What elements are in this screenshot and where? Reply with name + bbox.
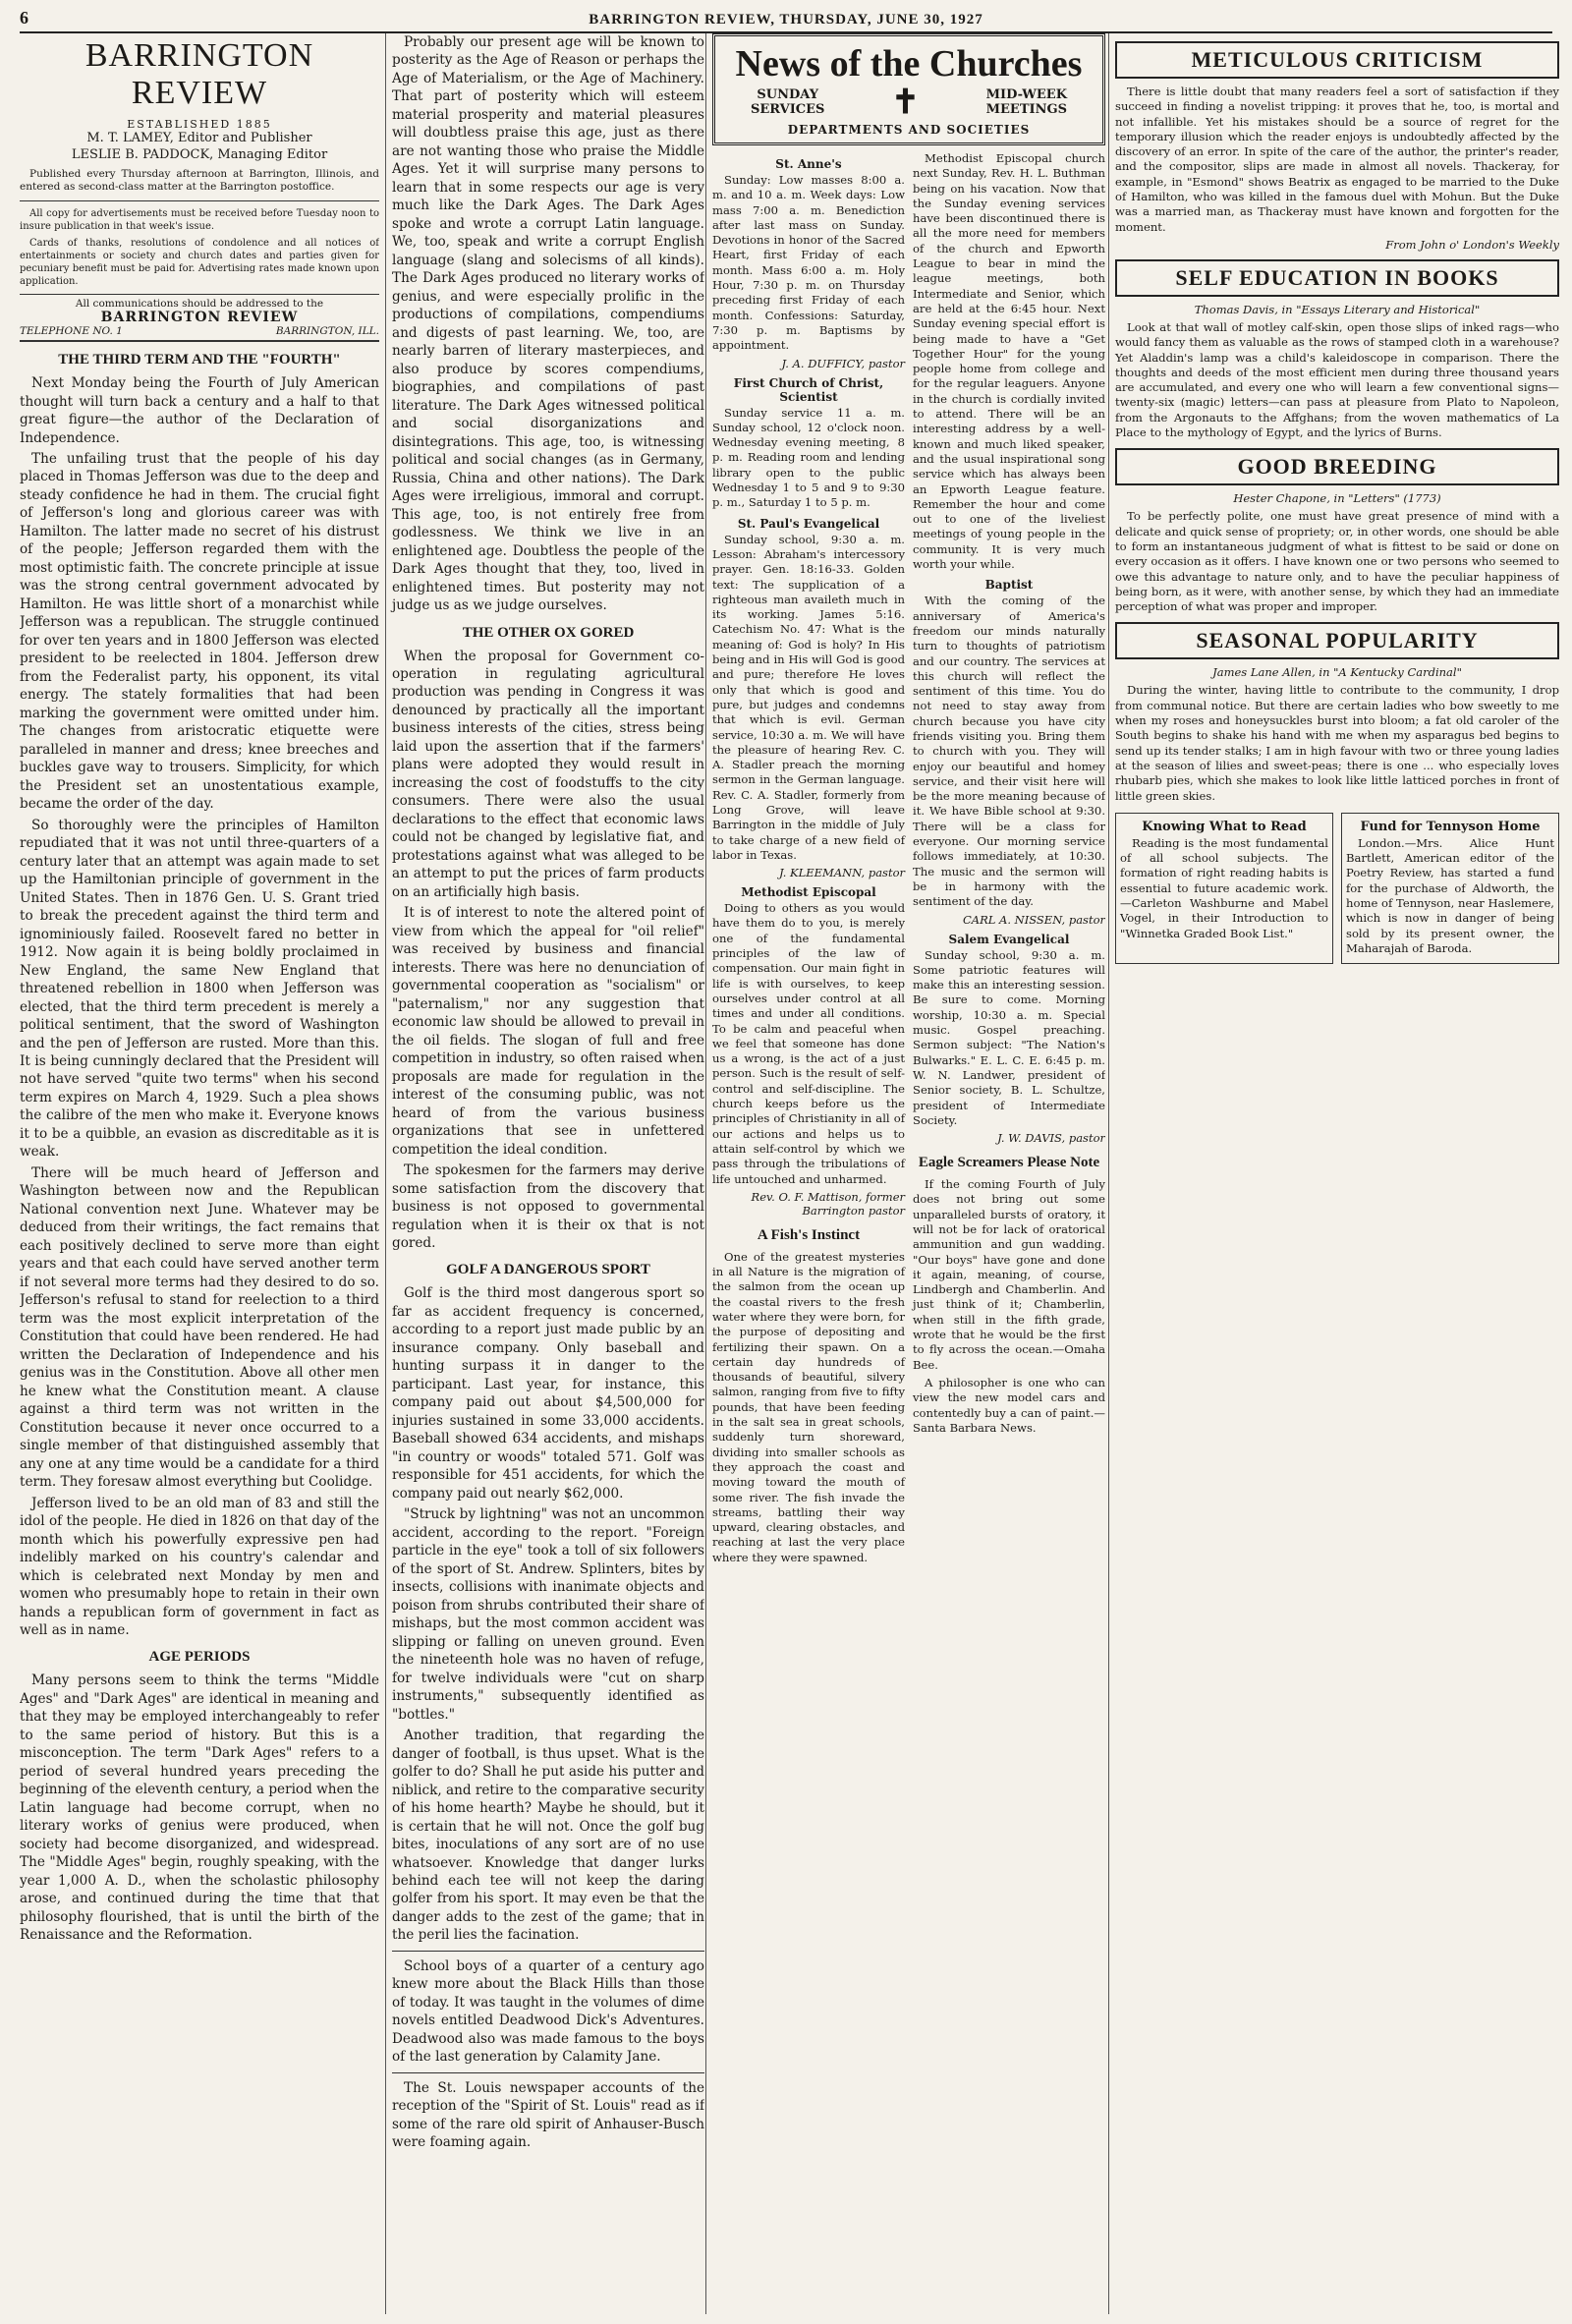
divider	[392, 2072, 704, 2073]
church-signature: J. W. DAVIS, pastor	[997, 1131, 1105, 1146]
paragraph: Next Monday being the Fourth of July American thought will turn back a century and a half to that great figure—the author of the Declaration of Independence.	[20, 375, 379, 446]
heading-criticism: METICULOUS CRITICISM	[1115, 41, 1559, 79]
church-signature: CARL A. NISSEN, pastor	[962, 912, 1105, 927]
paragraph: Look at that wall of motley calf-skin, open those slips of inked rags—who would fancy them as valuable as the rows of stamped cloth in a warehouse? Yet Aladdin's lamp was a child's kaleidoscope in comparison. There the thoughts and deeds of the most efficient men during three thousand years are accumulated, and every one who will learn a few conventional signs—twenty-six (magic) letters—can pass at pleasure from Plato to Napoleon, from the Argonauts to the Affghans; from the woven mathematics of La Place to the mythology of Egypt, and the lyrics of Burns.	[1115, 319, 1559, 440]
sunday-label: SUNDAY	[757, 87, 819, 102]
reading-box	[1115, 813, 1333, 964]
services-label: SERVICES	[751, 102, 825, 117]
church-signature: Rev. O. F. Mattison, former Barrington pastor	[751, 1189, 905, 1218]
byline: James Lane Allen, in "A Kentucky Cardinal"	[1212, 665, 1462, 680]
copy-notice: All copy for advertisements must be received before Tuesday noon to insure publication in that week's issue.	[20, 208, 379, 233]
church-notice: Methodist Episcopal church next Sunday, Rev. H. L. Buthman being on his vacation. Now that the Sunday evening services have been discontinued there is all the more need for members of the church and Epworth League to bear in mind the league meetings, both Intermediate and Senior, which are held at the 6:45 hour. Next Sunday evening special effort is being made to have a "Get Together Hour" for the young people home from college and for the regular leaguers. Anyone in the church is cordially invited to attend. There will be an interesting address by a well-known and much liked speaker, and the usual inspirational song service which has always been an Epworth League feature. Remember the hour and come out to one of the liveliest meetings of young people in the community. It is very much worth your while.	[913, 151, 1105, 572]
heading-self-education: SELF EDUCATION IN BOOKS	[1115, 259, 1559, 297]
masthead-publication-info: Published every Thursday afternoon at Barrington, Illinois, and entered as second-class matter at the Barrington postoffice.	[20, 167, 379, 194]
heading-seasonal-popularity: SEASONAL POPULARITY	[1115, 622, 1559, 659]
churches-banner	[712, 33, 1105, 145]
masthead-title: BARRINGTON REVIEW	[84, 37, 314, 111]
byline: Hester Chapone, in "Letters" (1773)	[1233, 491, 1441, 506]
paragraph: School boys of a quarter of a century ago knew more about the Black Hills than those of today. It was taught in the volumes of dime novels entitled Deadwood Dick's Adventures. Deadwood also was made famous to the boys of the last generation by Calamity Jane.	[392, 1957, 704, 2066]
masthead-managing-editor: LESLIE B. PADDOCK, Managing Editor	[71, 146, 328, 162]
article-title-eagle: Eagle Screamers Please Note	[918, 1155, 1100, 1171]
paragraph: It is of interest to note the altered point of view from which the appeal for "oil relief" was received by business and financial interests. There was here no denunciation of governmental cooperation as "socialism" or "paternalism," nor any suggestion that economic law should be allowed to prevail in the oil fields. The slogan of full and free competition in industry, so often raised when proposals are made for regulation in the interest of the consuming public, was not heard of from the various business organizations that see in unfettered competition the ideal condition.	[392, 905, 704, 1158]
church-notice: With the coming of the anniversary of America's freedom our minds naturally turn to thoughts of patriotism and our country. The services at this church will reflect the sentiment of this time. You do not need to stay away from church because you have city friends visiting you. Bring them to church with you. They will enjoy our beautiful and homey service, and their visit here will be the more meaning because of it. We have Bible school at 9:30. There will be a class for everyone. Our morning service follows immediately, at 10:30. The music and the sermon will be in harmony with the sentiment of the day.	[913, 594, 1105, 909]
paragraph: Golf is the third most dangerous sport so far as accident frequency is concerned, according to a report just made public by an insurance company. Only baseball and hunting surpass it in danger to the participant. Last year, for instance, this company paid out about $4,500,000 for injuries sustained in some 33,000 accidents. Baseball showed 634 accidents, and mishaps "in country or woods" totaled 571. Golf was responsible for 451 accidents, for which the company paid out nearly $62,000.	[392, 1285, 704, 1502]
masthead-established: ESTABLISHED 1885	[127, 118, 272, 131]
meetings-label: MEETINGS	[985, 102, 1067, 117]
paragraph: To be perfectly polite, one must have great presence of mind with a delicate and quick sense of propriety; or, in other words, one should be able to form an instantaneous judgment of what is fittest to be said or done on every occasion as it offers. I have known one or two persons who seemed to owe this advantage to nature only, and to have the peculiar happiness of being born, as it were, with another sense, by which they had an immediate perception of what was proper and improper.	[1115, 509, 1559, 614]
paragraph: If the coming Fourth of July does not bring out some unparalleled bursts of oratory, it will not be for lack of oratorical ammunition and gun wadding. "Our boys" have gone and done it again, meaning, of course, Lindbergh and Chamberlin. And just think of it; Chamberlin, when still in the fifth grade, wrote that he would be the first to fly across the ocean.—Omaha Bee.	[913, 1177, 1105, 1372]
telephone: TELEPHONE NO. 1	[20, 325, 123, 338]
cross-icon: ✝	[891, 83, 920, 122]
church-notice: Sunday: Low masses 8:00 a. m. and 10 a. m. Week days: Low mass 7:00 a. m. Benediction after last mass on Sunday. Devotions in honor of the Sacred Heart, first Friday of each month. Mass 6:00 a. m. Holy Hour, 7:30 p. m. on Thursday preceding first Friday of each month. Confessions: Saturday, 7:30 p. m. Baptisms by appointment.	[712, 173, 905, 353]
address-name: BARRINGTON REVIEW	[100, 310, 299, 326]
credit: From John o' London's Weekly	[1385, 237, 1559, 252]
divider	[392, 1951, 704, 1952]
paragraph: The unfailing trust that the people of his day placed in Thomas Jefferson was due to the deep and steady confidence he had in them. The crucial fight of Jefferson's long and glorious career was with Hamilton. The latter made no secret of his distrust of the people; Jefferson regarded them with the most optimistic faith. The concrete principle at issue was the strong central government advocated by Hamilton. He was little short of a monarchist while Jefferson was a republican. The struggle continued for over ten years and in 1800 Jefferson was elected president to be reelected in 1804. Jefferson drew from the Federalist party, his opponent, its vital energy. The stately formalities that had been marking the government were omitted under him. The changes from aristocratic etiquette were paralleled in manner and dress; knee breeches and buckles gave way to trousers. Simplicity, for which the President set an unostentatious example, became the order of the day.	[20, 451, 379, 813]
paragraph: Many persons seem to think the terms "Middle Ages" and "Dark Ages" are identical in meaning and that they may be employed interchangeably to refer to the same period of history. But this is a misconception. The term "Dark Ages" refers to a period of several hundred years preceding the beginning of the eleventh century, a period when the Latin language had become corrupt, when no literary works of genius were produced, when society had become disorganized, and widespread. The "Middle Ages" begin, roughly speaking, with the year 1,000 A. D., when the scholastic philosophy arose, and continued during the time that that philosophy flourished, that is until the birth of the Renaissance and the Reformation.	[20, 1672, 379, 1944]
church-title: St. Anne's	[775, 157, 842, 171]
article-title-third-term: THE THIRD TERM AND THE "FOURTH"	[58, 352, 341, 368]
paragraph: The spokesmen for the farmers may derive some satisfaction from the discovery that business is not opposed to governmental regulation when it is their ox that is not gored.	[392, 1162, 704, 1251]
church-title: Salem Evangelical	[948, 932, 1070, 946]
byline: Thomas Davis, in "Essays Literary and Historical"	[1194, 302, 1481, 316]
paragraph: There is little doubt that many readers feel a sort of satisfaction if they succeed in finding a novelist tripping: it proves that he, too, is mortal and not infallible. Yet his mistakes should be a source of regret for the temporary illusion which the reader enjoys is undoubtedly affected by the discovery of an error. In spite of the care of the author, the printer's reader, and the compositor, slips are made in almost all novels. Thackeray, for example, in "Esmond" shows Beatrix as engaged to be married to the Duke of Hamilton, who was killed in the famous duel with Mohun. But the Duke was a married man, as Thackeray must have known and forgotten for the moment.	[1115, 85, 1559, 234]
midweek-label: MID-WEEK	[985, 87, 1067, 102]
paragraph: Jefferson lived to be an old man of 83 and still the idol of the people. He died in 1826 on that day of the month which his powerfully expressive pen had indelibly marked on his country's calendar and which is celebrated next Monday by men and women who presumably hope to retain in their own hands a republican form of government in fact as well as in name.	[20, 1495, 379, 1638]
running-head	[20, 6, 1552, 33]
church-notice: Sunday service 11 a. m. Sunday school, 12 o'clock noon. Wednesday evening meeting, 8 p. m. Reading room and lending library open to the public Wednesday 1 to 5 and 9 to 9:30 p. m., Saturday 1 to 5 p. m.	[712, 405, 905, 510]
church-signature: J. KLEEMANN, pastor	[779, 866, 905, 880]
address-line: All communications should be addressed to the	[75, 298, 324, 311]
paragraph: Probably our present age will be known to posterity as the Age of Reason or perhaps the Age of Materialism, or the Age of Machinery. That part of posterity which will esteem material prosperity and material pleasures will doubtless praise this age, just as there are not wanting those who praise the Middle Ages. Yet it will surprise many persons to learn that in some respects our age is very much like the Dark Ages. The Dark Ages spoke and wrote a corrupt Latin language. We, too, speak and write a corrupt English language (slang and solecisms of all kinds). The Dark Ages produced no literary works of genius, and were especially prolific in the productions of compilations, compendiums and digests of past learning. We, too, are nearly barren of literary masterpieces, and also produce by scores compendiums, biographies, and compilations of past literature. The Dark Ages witnessed political and social disorganizations and disintegrations. This age, too, is witnessing political and social changes (as in Germany, Russia, China and other nations). The Dark Ages were irreligious, immoral and corrupt. This age, too, is not entirely free from godlessness. We think we live in an enlightened age. Doubtless the people of the Dark Ages thought that they, too, lived in enlightened times. But posterity may not judge us as we judge ourselves.	[392, 34, 704, 614]
running-title: BARRINGTON REVIEW, THURSDAY, JUNE 30, 1927	[589, 12, 983, 28]
column-1	[20, 33, 379, 2314]
churches-section	[705, 33, 1105, 2314]
church-column-left	[712, 151, 905, 1568]
tennyson-title: Fund for Tennyson Home	[1360, 819, 1541, 834]
cards-notice: Cards of thanks, resolutions of condolence and all notices of entertainments or society and church dates and parties given for pecuniary benefit must be paid for. Advertising rates made known upon application.	[20, 238, 379, 288]
paragraph: A philosopher is one who can view the new model cars and contentedly buy a can of paint.—Santa Barbara News.	[913, 1375, 1105, 1435]
church-column-right	[913, 151, 1105, 1568]
church-title: First Church of Christ, Scientist	[733, 375, 884, 404]
church-title: Baptist	[984, 578, 1034, 593]
churches-subtitle: DEPARTMENTS AND SOCIETIES	[787, 123, 1031, 137]
church-notice: Doing to others as you would have them do to you, is merely one of the fundamental principles of the law of compensation. Our main fight in life is with ourselves, to keep ourselves under control at all times and under all conditions. To be calm and peaceful when we feel that someone has done us a wrong, is the act of a just person. Such is the result of self-control and self-discipline. The church keeps before us the principles of Christianity in all of our actions and helps us to attain self-control by which we pass through the tribulations of life untouched and unharmed.	[712, 901, 905, 1186]
church-notice: Sunday school, 9:30 a. m. Some patriotic features will make this an interesting session. Be sure to come. Morning worship, 10:30 a. m. Special music. Gospel preaching. Sermon subject: "The Nation's Bulwarks." E. L. C. E. 6:45 p. m. W. N. Landwer, president of Senior society, B. L. Schultze, president of Intermediate Society.	[913, 947, 1105, 1127]
paragraph: During the winter, having little to contribute to the community, I drop from communal notice. But there are certain ladies who bow sweetly to me when my roses and honeysuckles burst into bloom; a fat old caroler of the South begins to shake his hand with me when my asparagus bed begins to send up its tender stalks; I am in high favour with two or three young ladies at the season of lilies and sweet-peas; there is one ... who especially loves rhubarb pies, which she makes to look like little latticed porches in front of little green skies.	[1115, 683, 1559, 803]
paragraph: London.—Mrs. Alice Hunt Bartlett, American editor of the Poetry Review, has started a fund for the purchase of Aldworth, the home of Tennyson, near Haslemere, which is now in danger of being sold by its present owner, the Maharajah of Baroda.	[1346, 835, 1554, 955]
church-title: Methodist Episcopal	[741, 885, 876, 900]
paragraph: The St. Louis newspaper accounts of the reception of the "Spirit of St. Louis" read as if some of the rare old spirit of Anhauser-Busch were foaming again.	[392, 2079, 704, 2151]
paragraph: So thoroughly were the principles of Hamilton repudiated that it was not until three-quarters of a century later that an attempt was again made to set up the Hamiltonian principle of government in the United States. Then in 1876 Gen. U. S. Grant tried to break the precedent against the third term and ignominiously failed. Roosevelt fared no better in 1912. Now again it is being boldly proclaimed in New England, the same New England that threatened rebellion in 1800 when Jefferson was elected, that the third term precedent is merely a political sentiment, that the sword of Washington and the pen of Jefferson are rusted. More than this. It is being cunningly declared that the President will not have served "quite two terms" when his second term expires on March 4, 1929. Such a plea shows the calibre of the men who make it. Everyone knows it to be a quibble, an evasion as discreditable as it is weak.	[20, 817, 379, 1161]
article-title-age-periods: AGE PERIODS	[148, 1649, 251, 1666]
tennyson-box	[1341, 813, 1559, 964]
address-block	[20, 294, 379, 342]
article-title-golf: GOLF A DANGEROUS SPORT	[446, 1262, 650, 1278]
reading-title: Knowing What to Read	[1142, 819, 1307, 834]
paragraph: "Struck by lightning" was not an uncommon accident, according to the report. "Foreign particle in the eye" took a toll of six followers of the sport of St. Andrew. Splinters, bites by insects, collisions with inanimate objects and poison from shrubs contributed their share of mishaps, but the most common accident was slipping or falling on uneven ground. Even the nineteenth hole was no haven of refuge, for twelve individuals were "cut on sharp instruments," subsequently identified as "bottles."	[392, 1506, 704, 1723]
city: BARRINGTON, ILL.	[275, 325, 379, 338]
masthead-editor: M. T. LAMEY, Editor and Publisher	[86, 131, 312, 145]
paragraph: Reading is the most fundamental of all school subjects. The formation of right reading habits is essential to future academic work.—Carleton Washburne and Mabel Vogel, in their Introduction to "Winnetka Graded Book List."	[1120, 835, 1328, 940]
church-title: St. Paul's Evangelical	[737, 516, 880, 531]
column-right	[1108, 33, 1559, 2314]
article-title-other-ox: THE OTHER OX GORED	[462, 624, 635, 641]
paragraph: Another tradition, that regarding the danger of football, is thus upset. What is the golfer to do? Shall he put aside his putter and niblick, and retire to the comparative security of his home hearth? Maybe he should, but it is certain that he will not. Once the golf bug bites, inoculations of any sort are of no use whatsoever. Knowledge that danger lurks behind each tee will not keep the daring golfer from his sport. It may even be that the danger adds to the zest of the game; that in the peril lies the facination.	[392, 1728, 704, 1944]
page-number: 6	[20, 8, 28, 28]
article-title-fish: A Fish's Instinct	[757, 1226, 861, 1243]
churches-title: News of the Churches	[735, 43, 1083, 85]
church-signature: J. A. DUFFICY, pastor	[781, 356, 905, 370]
paragraph: When the proposal for Government co-operation in regulating agricultural production was pending in Congress it was denounced by practically all the important business interests of the cities, stress being laid upon the assertion that if the farmers' plans were adopted they would result in increasing the cost of foodstuffs to the city consumers. There were also the usual declarations to the effect that economic laws could not be changed by legislative fiat, and protestations against what was alleged to be an attempt to put the prices of farm products on an artificially high basis.	[392, 648, 704, 900]
church-notice: Sunday school, 9:30 a. m. Lesson: Abraham's intercessory prayer. Gen. 18:16-33. Golden text: The supplication of a righteous man availeth much in its working. James 5:16. Catechism No. 47: What is the meaning of: God is holy? In His being and in His will God is good and pure; therefore He loves only that which is good and pure, but judges and condemns that which is evil. German service, 10:30 a. m. We will have the pleasure of hearing Rev. C. A. Stadler preach the morning sermon in the German language. Rev. C. A. Stadler, formerly from Long Grove, will leave Barrington in the middle of July to take charge of a new field of labor in Texas.	[712, 532, 905, 862]
column-2	[385, 33, 704, 2314]
masthead	[20, 37, 379, 201]
heading-good-breeding: GOOD BREEDING	[1115, 448, 1559, 485]
paragraph: One of the greatest mysteries in all Nature is the migration of the salmon from the ocean up the coastal rivers to the fresh water where they were born, for the purpose of depositing and fertilizing their spawn. On a certain day hundreds of thousands of beautiful, silvery salmon, ranging from five to fifty pounds, that have been feeding in the salt sea in great schools, suddenly turn shoreward, dividing into smaller schools as they approach the coast and moving toward the mouth of some river. The fish invade the streams, battling their way upward, clearing obstacles, and reaching at last the very place where they were spawned.	[712, 1249, 905, 1564]
paragraph: There will be much heard of Jefferson and Washington between now and the Republican National convention next June. Whatever may be deduced from their writings, the fact remains that each positively declined to serve more than eight years and that each could have served another term if not several more terms had they desired to do so. Jefferson's refusal to stand for reelection to a third term was the most explicit interpretation of the Constitution that could have been rendered. He had written the Declaration of Independence and his genius was in the Constitution. Above all other men he knew what the Constitution meant. A clause against a third term was not written in the Constitution because it never once occurred to a single member of that distinguished assembly that any one at any time would be a candidate for a third term. They foresaw almost everything but Coolidge.	[20, 1164, 379, 1491]
